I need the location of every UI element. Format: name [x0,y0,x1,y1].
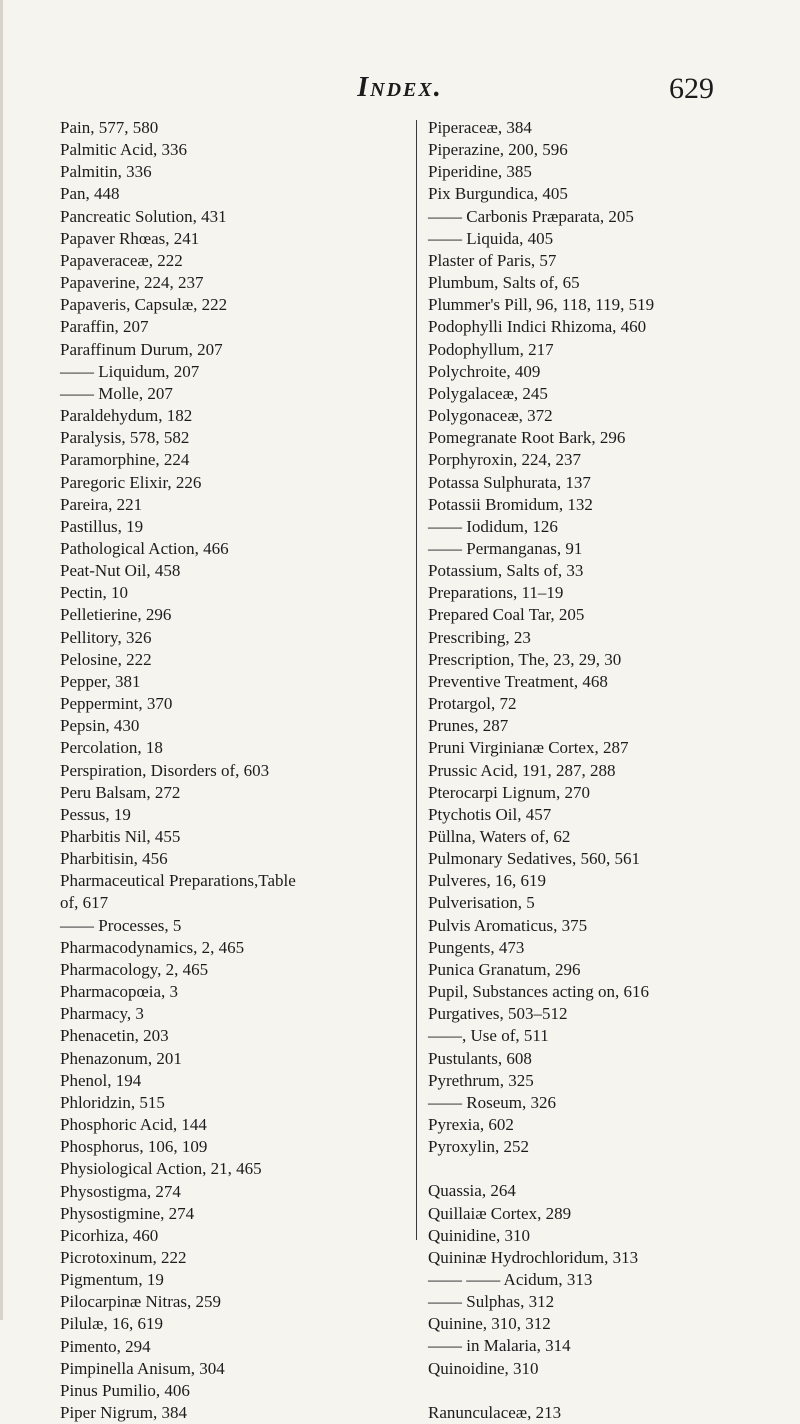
page-number: 629 [669,72,714,105]
index-entry: Protargol, 72 [428,694,517,714]
index-entry: Pancreatic Solution, 431 [60,206,227,226]
index-entry: Prescription, The, 23, 29, 30 [428,649,622,669]
index-entry: Pustulants, 608 [428,1048,532,1068]
index-entry: Picrotoxinum, 222 [60,1247,187,1267]
index-entry: Palmitin, 336 [60,162,152,182]
index-entry: Plumbum, Salts of, 65 [428,273,580,293]
index-column-left [60,117,400,1424]
index-entry: Piperazine, 200, 596 [428,140,568,160]
index-entry: Plaster of Paris, 57 [428,250,557,270]
index-entry: Plummer's Pill, 96, 118, 119, 519 [428,295,655,315]
index-entry: —— Roseum, 326 [428,1092,556,1112]
section-gap [428,1380,768,1402]
index-entry: Potassium, Salts of, 33 [428,561,584,581]
index-entry: Papaverine, 224, 237 [60,273,204,293]
index-entry: Punica Granatum, 296 [428,959,581,979]
index-entry: —— Sulphas, 312 [428,1292,555,1312]
index-entry: Pharmacy, 3 [60,1004,144,1024]
index-entry: Prussic Acid, 191, 287, 288 [428,760,616,780]
index-entry: —— Permanganas, 91 [428,538,583,558]
index-entry: Pain, 577, 580 [60,118,159,137]
header-title: Index. [357,72,443,103]
index-entry: Preparations, 11–19 [428,583,564,603]
index-entry: Paraffin, 207 [60,317,149,337]
index-entry: Quillaiæ Cortex, 289 [428,1203,572,1223]
index-entry: Pastillus, 19 [60,516,144,536]
index-entry: Pyrexia, 602 [428,1115,514,1135]
index-entry: —— Liquida, 405 [428,228,554,248]
index-entry: Pyrethrum, 325 [428,1070,534,1090]
index-entry: Pepsin, 430 [60,716,140,736]
index-entry: Purgatives, 503–512 [428,1004,568,1024]
index-entry: Picorhiza, 460 [60,1225,159,1245]
index-entry: Peat-Nut Oil, 458 [60,561,181,581]
index-entry: —— —— Acidum, 313 [428,1269,593,1289]
index-entry: Ranunculaceæ, 213 [428,1402,562,1422]
index-entry: Palmitic Acid, 336 [60,140,188,160]
index-entry: Papaver Rhœas, 241 [60,228,200,248]
index-entry: Pelosine, 222 [60,649,152,669]
index-entry: Pan, 448 [60,184,120,204]
index-entry: Pessus, 19 [60,804,131,824]
index-column-right [428,117,768,1424]
index-entry: Physostigma, 274 [60,1181,181,1201]
index-entry: Porphyroxin, 224, 237 [428,450,581,470]
index-entry: Preventive Treatment, 468 [428,671,608,691]
index-entry: Pilulæ, 16, 619 [60,1314,163,1334]
column-divider [416,120,417,1240]
index-entry: Pulverisation, 5 [428,893,535,913]
index-entry: Quinine, 310, 312 [428,1314,551,1334]
page-edge-shadow [0,0,3,1320]
index-entry: Polygalaceæ, 245 [428,383,548,403]
index-entry: Pharmacodynamics, 2, 465 [60,937,245,957]
index-entry: Quassia, 264 [428,1181,516,1201]
index-entry: Pulvis Aromaticus, 375 [428,915,588,935]
index-entry: Quinoidine, 310 [428,1358,539,1378]
index-entry: Papaveraceæ, 222 [60,250,183,270]
index-entry: Pepper, 381 [60,671,141,691]
index-entry: Phloridzin, 515 [60,1092,165,1112]
index-entry: —— Carbonis Præparata, 205 [428,206,634,226]
index-entry: Pyroxylin, 252 [428,1137,530,1157]
index-entry: Pharmaceutical Preparations,Table [60,871,296,891]
index-entry: Pruni Virginianæ Cortex, 287 [428,738,629,758]
index-entry: Paraldehydum, 182 [60,406,193,426]
index-entry: Pulmonary Sedatives, 560, 561 [428,849,641,869]
index-entry: Pinus Pumilio, 406 [60,1380,190,1400]
index-entry: Pimpinella Anisum, 304 [60,1358,225,1378]
index-entry: Pathological Action, 466 [60,538,229,558]
index-entry: Physiological Action, 21, 465 [60,1159,262,1179]
index-entry: Prescribing, 23 [428,627,531,647]
index-entry: Podophyllum, 217 [428,339,554,359]
index-entry: Polygonaceæ, 372 [428,406,553,426]
index-entry: Pharmacology, 2, 465 [60,959,209,979]
index-entry: Quininæ Hydrochloridum, 313 [428,1247,639,1267]
index-entry: Pectin, 10 [60,583,128,603]
index-entry: Ptychotis Oil, 457 [428,804,552,824]
index-entry: Peru Balsam, 272 [60,782,181,802]
index-entry: Pharbitisin, 456 [60,849,168,869]
index-entry: Paramorphine, 224 [60,450,190,470]
index-entry: Pilocarpinæ Nitras, 259 [60,1292,222,1312]
index-entry: Phenol, 194 [60,1070,142,1090]
index-entry: Polychroite, 409 [428,361,541,381]
index-entry: ——, Use of, 511 [428,1026,549,1046]
index-entry: Piperidine, 385 [428,162,532,182]
index-entry: Perspiration, Disorders of, 603 [60,760,270,780]
index-entry: Paraffinum Durum, 207 [60,339,223,359]
section-gap [428,1158,768,1180]
index-entry: Pigmentum, 19 [60,1270,164,1290]
index-entry: —— in Malaria, 314 [428,1336,571,1356]
index-entry: Paralysis, 578, 582 [60,428,190,448]
index-entry: Püllna, Waters of, 62 [428,827,571,846]
index-entry: Pelletierine, 296 [60,605,172,625]
index-entry: Podophylli Indici Rhizoma, 460 [428,317,647,337]
index-entry: Piperaceæ, 384 [428,118,532,137]
index-entry: Pharbitis Nil, 455 [60,827,181,846]
index-entry: Papaveris, Capsulæ, 222 [60,295,228,315]
index-entry: Phosphoric Acid, 144 [60,1115,207,1135]
index-entry: of, 617 [60,893,109,913]
index-entry: Pulveres, 16, 619 [428,871,547,891]
index-entry: Potassa Sulphurata, 137 [428,472,591,492]
index-entry: Percolation, 18 [60,738,163,758]
index-entry: Piper Nigrum, 384 [60,1403,188,1423]
index-entry: Prunes, 287 [428,716,509,736]
index-entry: Paregoric Elixir, 226 [60,472,202,492]
index-entry: Pomegranate Root Bark, 296 [428,428,626,448]
running-header [0,72,800,122]
index-entry: Pimento, 294 [60,1336,151,1356]
index-entry: Quinidine, 310 [428,1225,530,1245]
index-entry: —— Iodidum, 126 [428,516,558,536]
index-entry: Prepared Coal Tar, 205 [428,605,585,625]
index-entry: —— Liquidum, 207 [60,361,200,381]
index-entry: Pungents, 473 [428,937,525,957]
index-entry: Pterocarpi Lignum, 270 [428,782,590,802]
index-entry: Peppermint, 370 [60,694,173,714]
index-entry: Potassii Bromidum, 132 [428,494,593,514]
index-entry: Pix Burgundica, 405 [428,184,568,204]
index-entry: —— Molle, 207 [60,383,173,403]
index-entry: Physostigmine, 274 [60,1203,195,1223]
index-entry: Pupil, Substances acting on, 616 [428,982,649,1002]
index-entry: —— Processes, 5 [60,915,182,935]
index-entry: Pellitory, 326 [60,627,152,647]
index-entry: Pharmacopœia, 3 [60,982,179,1002]
index-entry: Phenacetin, 203 [60,1026,169,1046]
index-entry: Phenazonum, 201 [60,1048,182,1068]
index-entry: Phosphorus, 106, 109 [60,1137,208,1157]
index-entry: Pareira, 221 [60,494,143,514]
